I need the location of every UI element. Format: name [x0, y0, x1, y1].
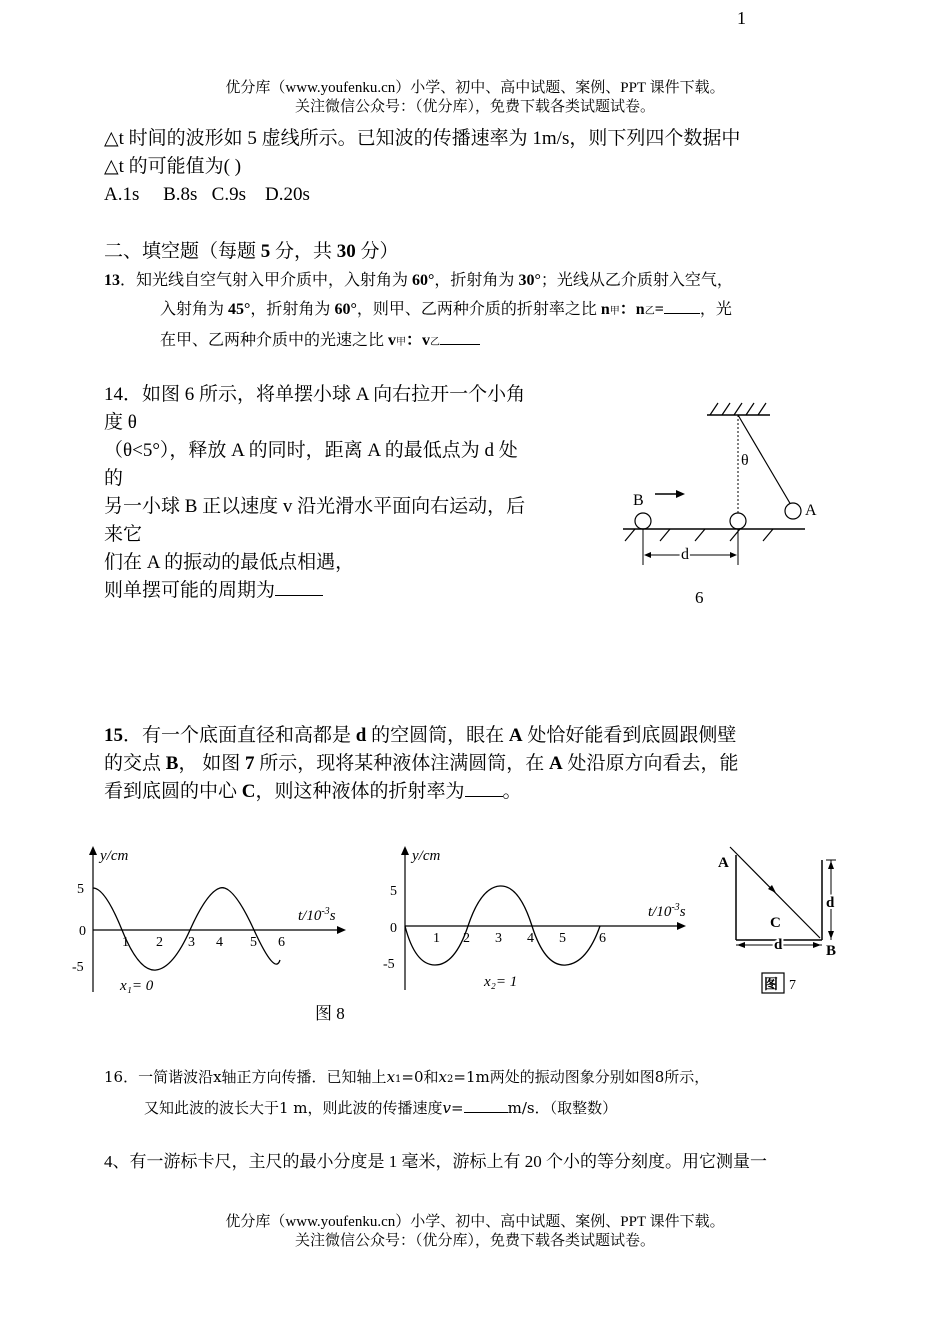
q16-text: 16．一简谐波沿x轴正方向传播．已知轴上 [104, 1068, 387, 1086]
q13-angle: 45° [228, 301, 251, 318]
figure-7-cylinder [712, 845, 847, 1000]
x-axis-arrow [337, 926, 346, 934]
y-tick-5: 5 [390, 884, 397, 899]
header-line-2: 关注微信公众号：（优分库），免费下载各类试题试卷。 [294, 99, 655, 115]
height-d-label: d [826, 895, 835, 911]
x-axis-arrow [677, 922, 686, 930]
q15-text: 所示，现将某种液体注满圆筒，在 [254, 753, 549, 774]
q16-variable: x [386, 1068, 396, 1086]
q15-answer-blank[interactable] [465, 778, 503, 797]
q16-text: =0和 [401, 1068, 439, 1086]
q13-text: ，光 [699, 301, 732, 318]
x-tick: 4 [216, 935, 223, 950]
q15-text: 的交点 [104, 753, 166, 774]
header-line-1: 优分库（www.youfenku.cn）小学、初中、高中试题、案例、PPT 课件下载。 [225, 80, 725, 96]
y-axis-label: y/cm [412, 848, 441, 864]
q16-line-1 [104, 1063, 864, 1094]
figure-6-caption: 6 [695, 588, 704, 607]
q13-symbol: v [388, 332, 397, 349]
q15-number: 15 [104, 725, 123, 746]
section-title-total: 30 [336, 241, 356, 262]
q14-line: 们在 A 的振动的最低点相遇， [104, 552, 355, 573]
y-axis-label: y/cm [100, 848, 129, 864]
q16-subscript: 1 [395, 1074, 402, 1085]
q13-text: ．知光线自空气射入甲介质中，入射角为 [120, 272, 413, 289]
footer-line-2: 关注微信公众号：（优分库），免费下载各类试题试卷。 [294, 1233, 655, 1249]
ground-hatch [625, 529, 773, 541]
q13-line-2 [104, 295, 864, 326]
x-axis-label [298, 906, 336, 924]
question-15 [104, 722, 854, 806]
q16-subscript: 2 [447, 1074, 454, 1085]
figure-8-caption: 图 8 [315, 1004, 345, 1023]
height-arrow-top [828, 861, 834, 869]
q15-symbol: 7 [244, 753, 255, 774]
q13-colon: ： [619, 301, 636, 318]
q16-line-2 [104, 1094, 864, 1122]
ball-a [785, 503, 801, 519]
position-label: x₁= 0 [120, 978, 154, 994]
q14-line: 度 θ [104, 412, 137, 433]
question-12 [104, 125, 740, 209]
q15-symbol: A [508, 725, 523, 746]
q13-text: 在甲、乙两种介质中的光速之比 [160, 332, 389, 349]
figure-6-pendulum [615, 395, 835, 615]
section-2-title [104, 238, 399, 266]
q13-answer-blank-1[interactable] [664, 295, 700, 314]
d-arrow-left [644, 552, 651, 558]
q13-subscript: 甲 [609, 306, 620, 317]
y-tick-5: 5 [77, 882, 84, 897]
page-number: 1 [737, 8, 746, 28]
q14-line: 来它 [104, 524, 143, 545]
q13-symbol: n [635, 301, 645, 318]
q13-symbol: v [422, 332, 431, 349]
q13-subscript: 甲 [396, 337, 407, 348]
y-axis-arrow [89, 846, 97, 855]
question-4: 4、有一游标卡尺，主尺的最小分度是 1 毫米，游标上有 20 个小的等分刻度。用它测量一 [104, 1152, 767, 1171]
q13-colon: ： [406, 332, 423, 349]
question-13 [104, 267, 864, 357]
q14-line: 14．如图 6 所示，将单摆小球 A 向右拉开一个小角 [104, 384, 526, 405]
x-axis-label-exponent: -3 [321, 906, 330, 917]
x-tick: 3 [188, 935, 195, 950]
x-axis-label-exponent: -3 [671, 902, 680, 913]
q15-symbol: d [355, 725, 367, 746]
section-title-score: 5 [260, 241, 271, 262]
q16-variable: v [442, 1099, 452, 1117]
x-tick: 2 [156, 935, 163, 950]
ball-b-label: B [633, 492, 644, 509]
figure-8-graph-1 [70, 840, 355, 1000]
page-footer [0, 1213, 950, 1251]
y-tick-minus-5: -5 [72, 960, 84, 975]
q15-text: 处沿原方向看去，能 [562, 753, 739, 774]
x-axis-label-base: t/10 [298, 908, 322, 924]
x-tick: 1 [433, 931, 440, 946]
velocity-arrowhead [676, 490, 685, 498]
q15-text: ， 如图 [178, 753, 245, 774]
q13-subscript: 乙 [430, 337, 441, 348]
q13-angle: 60° [412, 272, 435, 289]
q13-number: 13 [104, 272, 120, 289]
q12-options: A.1s B.8s C.9s D.20s [104, 184, 310, 205]
x-tick: 4 [527, 931, 534, 946]
figure-7-caption-number: 7 [789, 978, 796, 993]
q15-line-3 [104, 778, 854, 806]
q14-answer-blank[interactable] [275, 577, 323, 596]
q15-text: ．有一个底面直径和高都是 [123, 725, 356, 746]
q14-line: 的 [104, 468, 124, 489]
q14-line-last [104, 577, 614, 605]
y-tick-0: 0 [79, 924, 86, 939]
q16-text: =1m两处的振动图象分别如图8所示， [453, 1068, 710, 1086]
x-tick: 6 [278, 935, 285, 950]
q16-answer-blank[interactable] [464, 1098, 508, 1113]
q15-symbol: C [241, 781, 256, 802]
q12-line-1: △t 时间的波形如 5 虚线所示。已知波的传播速率为 1m/s，则下列四个数据中 [104, 128, 741, 149]
width-arrow-right [813, 942, 821, 948]
q15-line-1 [104, 722, 854, 750]
q16-text: = [451, 1099, 464, 1117]
q15-text: 的空圆筒，眼在 [366, 725, 509, 746]
y-axis-arrow [401, 846, 409, 855]
q13-text: ，则甲、乙两种介质的折射率之比 [356, 301, 601, 318]
lowest-point-ball [730, 513, 746, 529]
q13-angle: 60° [334, 301, 357, 318]
q13-text: ；光线从乙介质射入空气， [540, 272, 733, 289]
q14-line-text: 则单摆可能的周期为 [104, 580, 276, 601]
q15-line-2 [104, 750, 854, 778]
question-16 [104, 1063, 864, 1122]
q15-text: 处恰好能看到底圆跟侧壁 [522, 725, 737, 746]
x-tick: 3 [495, 931, 502, 946]
point-a-label: A [718, 855, 729, 871]
q13-text: ，折射角为 [434, 272, 519, 289]
q13-subscript: 乙 [644, 306, 655, 317]
q14-line: （θ<5°），释放 A 的同时，距离 A 的最低点为 d 处 [104, 440, 518, 461]
d-arrow-right [730, 552, 737, 558]
x-tick: 1 [122, 935, 129, 950]
q13-line-1 [104, 267, 864, 295]
x-tick: 5 [559, 931, 566, 946]
section-title-text-end: 分） [355, 241, 399, 262]
q15-symbol: B [165, 753, 179, 774]
q13-text: ，折射角为 [250, 301, 335, 318]
x-axis-label-unit: s [329, 908, 336, 924]
theta-label: θ [741, 452, 749, 469]
q12-line-2: △t 的可能值为( ) [104, 156, 242, 177]
q16-variable: x [438, 1068, 447, 1086]
q15-symbol: A [548, 753, 563, 774]
y-tick-0: 0 [390, 921, 397, 936]
q13-symbol: n [600, 301, 610, 318]
ceiling-hatch [710, 403, 766, 415]
ball-b [635, 513, 651, 529]
x-tick: 5 [250, 935, 257, 950]
width-d-label: d [774, 937, 783, 953]
question-14 [104, 381, 614, 605]
x-axis-label-unit: s [679, 904, 686, 920]
ball-a-label: A [805, 502, 817, 519]
q16-text: m/s．（取整数） [507, 1099, 618, 1117]
d-label: d [681, 546, 689, 563]
q15-text: 看到底圆的中心 [104, 781, 242, 802]
width-arrow-left [737, 942, 745, 948]
footer-line-1: 优分库（www.youfenku.cn）小学、初中、高中试题、案例、PPT 课件下载。 [225, 1214, 725, 1230]
q13-answer-blank-2[interactable] [440, 326, 480, 345]
q15-text: 。 [502, 781, 522, 802]
vibration-curve [93, 888, 280, 970]
position-label: x₂= 1 [484, 974, 518, 990]
q13-text: 入射角为 [160, 301, 229, 318]
height-arrow-bottom [828, 931, 834, 939]
q13-angle: 30° [518, 272, 541, 289]
section-title-text-mid: 分，共 [270, 241, 337, 262]
x-tick: 6 [599, 931, 606, 946]
section-title-text: 二、填空题（每题 [104, 241, 261, 262]
figure-7-caption-char: 图 [764, 978, 778, 993]
figure-8-graph-2 [380, 840, 700, 1000]
q13-line-3 [104, 326, 864, 357]
x-tick: 2 [463, 931, 470, 946]
q14-line: 另一小球 B 正以速度 v 沿光滑水平面向右运动，后 [104, 496, 526, 517]
point-b-label: B [826, 943, 837, 959]
y-tick-minus-5: -5 [383, 957, 395, 972]
q16-text: 又知此波的波长大于1 m，则此波的传播速度 [144, 1099, 443, 1117]
q13-equals: = [654, 301, 664, 318]
page-header [0, 79, 950, 117]
x-axis-label-base: t/10 [648, 904, 672, 920]
x-axis-label [648, 902, 686, 920]
q15-text: ，则这种液体的折射率为 [255, 781, 465, 802]
point-c-label: C [770, 915, 781, 931]
